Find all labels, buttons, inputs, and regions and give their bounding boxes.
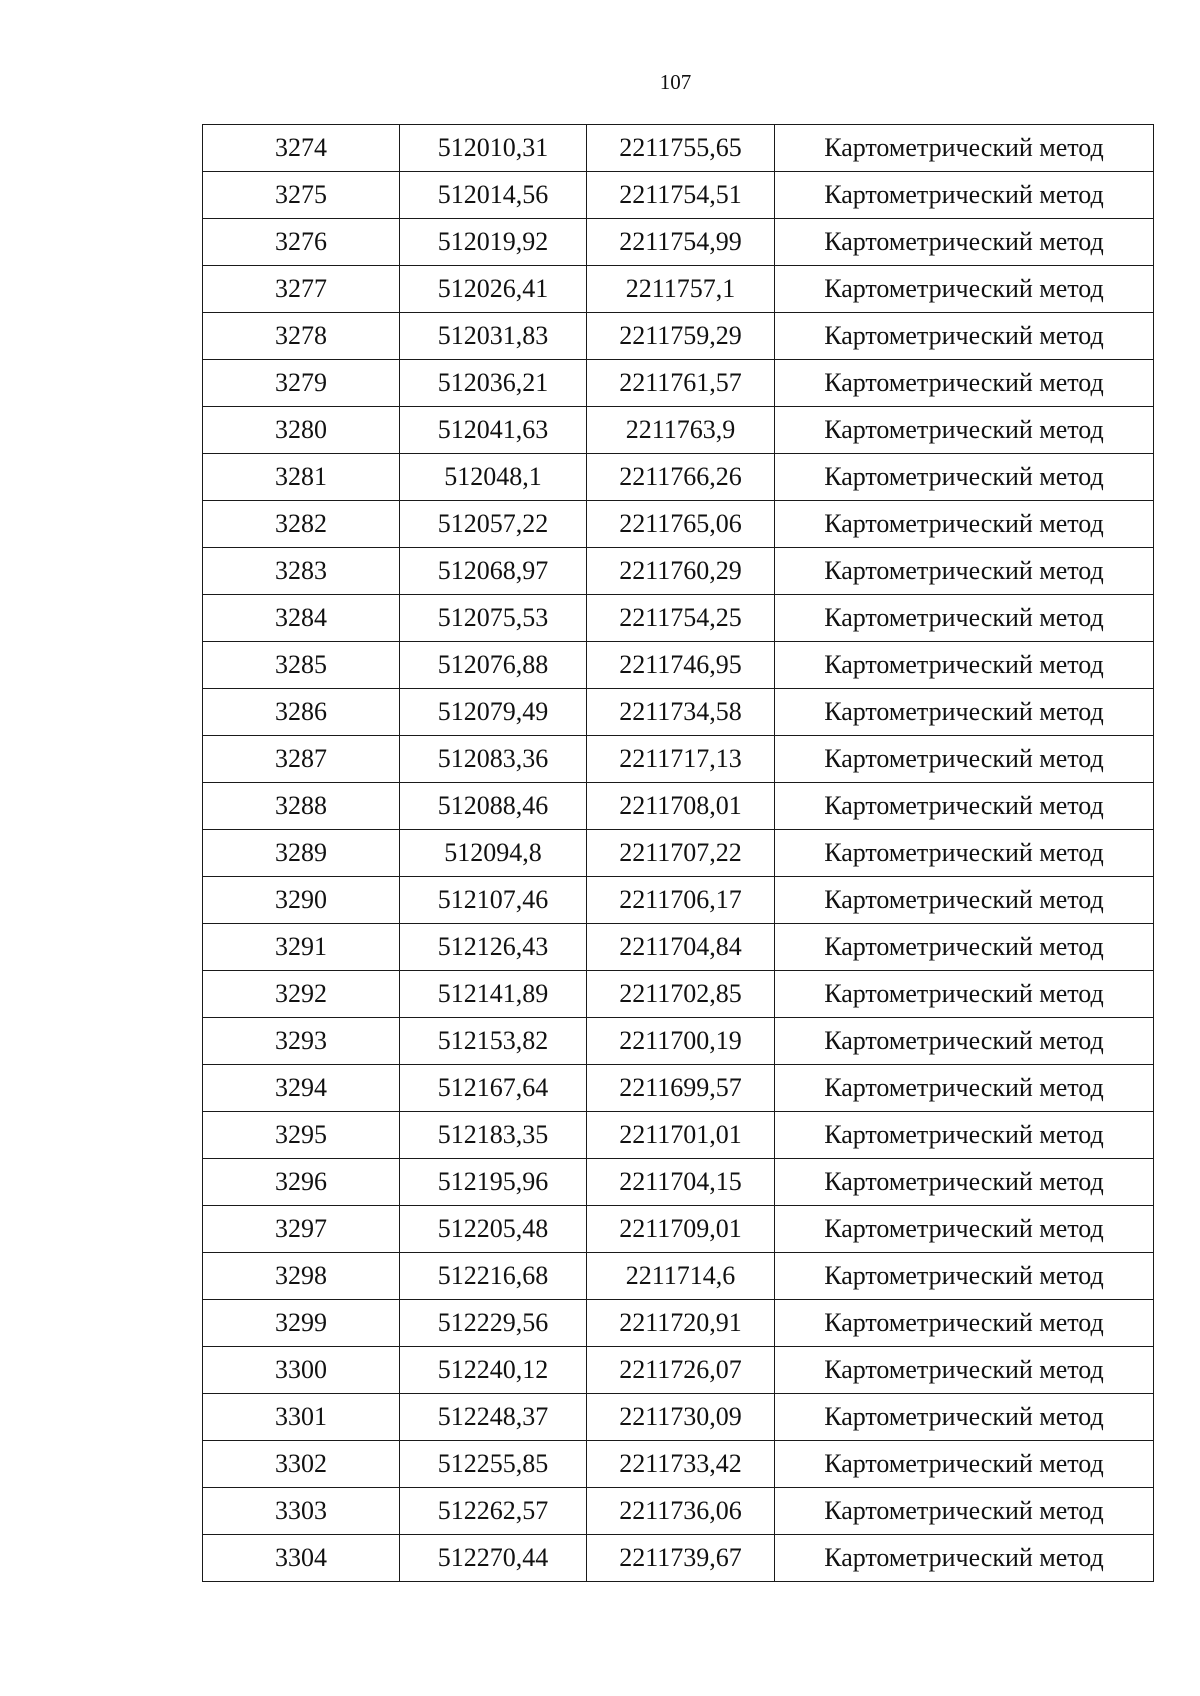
point-number-cell: 3300	[203, 1347, 400, 1394]
method-cell: Картометрический метод	[775, 971, 1154, 1018]
point-number-cell: 3296	[203, 1159, 400, 1206]
coordinate-y-cell: 2211760,29	[587, 548, 775, 595]
method-cell: Картометрический метод	[775, 877, 1154, 924]
coordinate-y-cell: 2211761,57	[587, 360, 775, 407]
method-cell: Картометрический метод	[775, 407, 1154, 454]
point-number-cell: 3303	[203, 1488, 400, 1535]
method-cell: Картометрический метод	[775, 1535, 1154, 1582]
table-row	[203, 971, 1154, 1018]
point-number-cell: 3302	[203, 1441, 400, 1488]
method-cell: Картометрический метод	[775, 219, 1154, 266]
table-row	[203, 1206, 1154, 1253]
point-number-cell: 3281	[203, 454, 400, 501]
method-cell: Картометрический метод	[775, 1018, 1154, 1065]
coordinate-x-cell: 512041,63	[400, 407, 587, 454]
table-row	[203, 830, 1154, 877]
table-row	[203, 1535, 1154, 1582]
coordinate-y-cell: 2211765,06	[587, 501, 775, 548]
point-number-cell: 3295	[203, 1112, 400, 1159]
coordinates-table	[202, 124, 1154, 1582]
coordinate-y-cell: 2211707,22	[587, 830, 775, 877]
method-cell: Картометрический метод	[775, 172, 1154, 219]
table-row	[203, 642, 1154, 689]
coordinate-x-cell: 512270,44	[400, 1535, 587, 1582]
table-row	[203, 266, 1154, 313]
method-cell: Картометрический метод	[775, 1206, 1154, 1253]
table-row	[203, 1441, 1154, 1488]
coordinate-x-cell: 512031,83	[400, 313, 587, 360]
table-row	[203, 1018, 1154, 1065]
point-number-cell: 3294	[203, 1065, 400, 1112]
coordinate-x-cell: 512026,41	[400, 266, 587, 313]
coordinate-y-cell: 2211709,01	[587, 1206, 775, 1253]
table-row	[203, 736, 1154, 783]
point-number-cell: 3301	[203, 1394, 400, 1441]
coordinate-x-cell: 512229,56	[400, 1300, 587, 1347]
point-number-cell: 3279	[203, 360, 400, 407]
method-cell: Картометрический метод	[775, 689, 1154, 736]
method-cell: Картометрический метод	[775, 642, 1154, 689]
table-row	[203, 1488, 1154, 1535]
coordinate-y-cell: 2211717,13	[587, 736, 775, 783]
point-number-cell: 3282	[203, 501, 400, 548]
coordinate-y-cell: 2211754,25	[587, 595, 775, 642]
coordinate-y-cell: 2211726,07	[587, 1347, 775, 1394]
method-cell: Картометрический метод	[775, 1441, 1154, 1488]
table-row	[203, 219, 1154, 266]
coordinate-x-cell: 512107,46	[400, 877, 587, 924]
coordinate-x-cell: 512036,21	[400, 360, 587, 407]
method-cell: Картометрический метод	[775, 1488, 1154, 1535]
coordinate-y-cell: 2211763,9	[587, 407, 775, 454]
coordinate-x-cell: 512014,56	[400, 172, 587, 219]
coordinate-y-cell: 2211736,06	[587, 1488, 775, 1535]
method-cell: Картометрический метод	[775, 548, 1154, 595]
coordinate-y-cell: 2211733,42	[587, 1441, 775, 1488]
point-number-cell: 3277	[203, 266, 400, 313]
method-cell: Картометрический метод	[775, 125, 1154, 172]
coordinate-y-cell: 2211754,99	[587, 219, 775, 266]
point-number-cell: 3288	[203, 783, 400, 830]
table-row	[203, 172, 1154, 219]
coordinate-y-cell: 2211757,1	[587, 266, 775, 313]
method-cell: Картометрический метод	[775, 1394, 1154, 1441]
method-cell: Картометрический метод	[775, 1300, 1154, 1347]
table-row	[203, 313, 1154, 360]
coordinate-y-cell: 2211759,29	[587, 313, 775, 360]
table-row	[203, 1394, 1154, 1441]
coordinate-y-cell: 2211708,01	[587, 783, 775, 830]
point-number-cell: 3286	[203, 689, 400, 736]
coordinate-y-cell: 2211702,85	[587, 971, 775, 1018]
point-number-cell: 3298	[203, 1253, 400, 1300]
method-cell: Картометрический метод	[775, 1065, 1154, 1112]
coordinate-x-cell: 512262,57	[400, 1488, 587, 1535]
coordinate-y-cell: 2211699,57	[587, 1065, 775, 1112]
method-cell: Картометрический метод	[775, 830, 1154, 877]
point-number-cell: 3291	[203, 924, 400, 971]
coordinate-y-cell: 2211706,17	[587, 877, 775, 924]
coordinate-x-cell: 512126,43	[400, 924, 587, 971]
method-cell: Картометрический метод	[775, 1253, 1154, 1300]
coordinate-x-cell: 512167,64	[400, 1065, 587, 1112]
table-row	[203, 454, 1154, 501]
point-number-cell: 3283	[203, 548, 400, 595]
coordinate-y-cell: 2211704,84	[587, 924, 775, 971]
point-number-cell: 3276	[203, 219, 400, 266]
table-row	[203, 1112, 1154, 1159]
coordinate-y-cell: 2211754,51	[587, 172, 775, 219]
coordinate-y-cell: 2211739,67	[587, 1535, 775, 1582]
coordinate-x-cell: 512076,88	[400, 642, 587, 689]
coordinate-x-cell: 512075,53	[400, 595, 587, 642]
method-cell: Картометрический метод	[775, 501, 1154, 548]
point-number-cell: 3304	[203, 1535, 400, 1582]
method-cell: Картометрический метод	[775, 1159, 1154, 1206]
point-number-cell: 3278	[203, 313, 400, 360]
table-row	[203, 407, 1154, 454]
method-cell: Картометрический метод	[775, 360, 1154, 407]
point-number-cell: 3290	[203, 877, 400, 924]
method-cell: Картометрический метод	[775, 454, 1154, 501]
table-row	[203, 924, 1154, 971]
table-row	[203, 360, 1154, 407]
point-number-cell: 3289	[203, 830, 400, 877]
method-cell: Картометрический метод	[775, 313, 1154, 360]
method-cell: Картометрический метод	[775, 1112, 1154, 1159]
coordinate-y-cell: 2211734,58	[587, 689, 775, 736]
coordinate-x-cell: 512153,82	[400, 1018, 587, 1065]
table-row	[203, 125, 1154, 172]
point-number-cell: 3275	[203, 172, 400, 219]
coordinate-y-cell: 2211746,95	[587, 642, 775, 689]
table-row	[203, 1300, 1154, 1347]
coordinate-x-cell: 512088,46	[400, 783, 587, 830]
page-number: 107	[659, 70, 692, 94]
table-row	[203, 501, 1154, 548]
coordinate-y-cell: 2211730,09	[587, 1394, 775, 1441]
coordinate-x-cell: 512141,89	[400, 971, 587, 1018]
table-row	[203, 548, 1154, 595]
method-cell: Картометрический метод	[775, 266, 1154, 313]
coordinate-y-cell: 2211755,65	[587, 125, 775, 172]
point-number-cell: 3285	[203, 642, 400, 689]
coordinates-table-body	[203, 125, 1154, 1582]
coordinate-x-cell: 512057,22	[400, 501, 587, 548]
method-cell: Картометрический метод	[775, 595, 1154, 642]
coordinate-x-cell: 512216,68	[400, 1253, 587, 1300]
method-cell: Картометрический метод	[775, 783, 1154, 830]
method-cell: Картометрический метод	[775, 736, 1154, 783]
table-row	[203, 689, 1154, 736]
point-number-cell: 3287	[203, 736, 400, 783]
table-row	[203, 1159, 1154, 1206]
coordinate-y-cell: 2211766,26	[587, 454, 775, 501]
coordinate-x-cell: 512195,96	[400, 1159, 587, 1206]
table-row	[203, 783, 1154, 830]
table-row	[203, 1253, 1154, 1300]
coordinate-x-cell: 512094,8	[400, 830, 587, 877]
method-cell: Картометрический метод	[775, 1347, 1154, 1394]
point-number-cell: 3297	[203, 1206, 400, 1253]
coordinate-y-cell: 2211714,6	[587, 1253, 775, 1300]
coordinate-y-cell: 2211701,01	[587, 1112, 775, 1159]
table-row	[203, 877, 1154, 924]
point-number-cell: 3284	[203, 595, 400, 642]
coordinate-x-cell: 512083,36	[400, 736, 587, 783]
coordinate-x-cell: 512068,97	[400, 548, 587, 595]
coordinate-y-cell: 2211700,19	[587, 1018, 775, 1065]
table-row	[203, 1065, 1154, 1112]
point-number-cell: 3274	[203, 125, 400, 172]
coordinate-x-cell: 512079,49	[400, 689, 587, 736]
coordinate-y-cell: 2211720,91	[587, 1300, 775, 1347]
coordinate-x-cell: 512255,85	[400, 1441, 587, 1488]
coordinate-x-cell: 512205,48	[400, 1206, 587, 1253]
point-number-cell: 3280	[203, 407, 400, 454]
point-number-cell: 3299	[203, 1300, 400, 1347]
coordinate-x-cell: 512183,35	[400, 1112, 587, 1159]
method-cell: Картометрический метод	[775, 924, 1154, 971]
coordinate-x-cell: 512010,31	[400, 125, 587, 172]
table-row	[203, 595, 1154, 642]
coordinate-x-cell: 512048,1	[400, 454, 587, 501]
point-number-cell: 3292	[203, 971, 400, 1018]
point-number-cell: 3293	[203, 1018, 400, 1065]
coordinate-x-cell: 512248,37	[400, 1394, 587, 1441]
table-row	[203, 1347, 1154, 1394]
coordinate-x-cell: 512019,92	[400, 219, 587, 266]
coordinate-x-cell: 512240,12	[400, 1347, 587, 1394]
coordinate-y-cell: 2211704,15	[587, 1159, 775, 1206]
